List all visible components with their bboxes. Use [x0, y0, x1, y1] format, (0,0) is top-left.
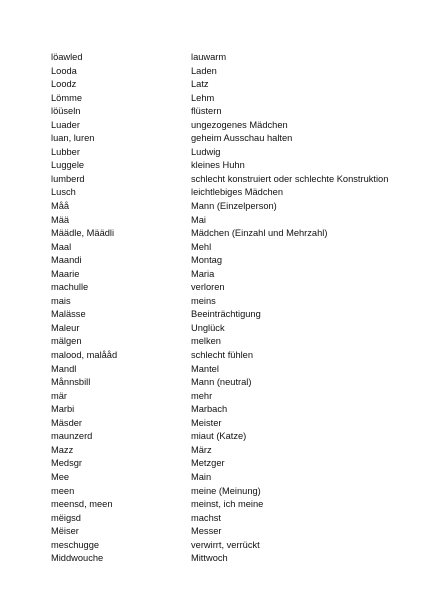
dialect-term: meensd, meen: [51, 499, 113, 510]
glossary-row: [51, 322, 401, 336]
dialect-term: Måå: [51, 201, 70, 212]
glossary-row: [51, 65, 401, 79]
glossary-row: [51, 417, 401, 431]
dialect-term: Looda: [51, 65, 77, 76]
dialect-term: Määdle, Määdli: [51, 228, 115, 239]
glossary-row: [51, 268, 401, 282]
glossary-table: [51, 51, 401, 566]
dialect-term: Lubber: [51, 146, 80, 157]
dialect-term: Mää: [51, 214, 70, 225]
standard-german-meaning: Messer: [191, 526, 222, 537]
standard-german-meaning: Mantel: [191, 363, 219, 374]
dialect-term: mais: [51, 295, 71, 306]
glossary-row: [51, 308, 401, 322]
dialect-term: Middwouche: [51, 553, 104, 564]
glossary-row: [51, 430, 401, 444]
standard-german-meaning: lauwarm: [191, 52, 227, 62]
dialect-term: Maal: [51, 241, 72, 252]
standard-german-meaning: Ludwig: [191, 146, 221, 157]
dialect-term: Mandl: [51, 363, 77, 374]
dialect-term: Mäsder: [51, 417, 83, 428]
dialect-term: mëigsd: [51, 512, 81, 523]
glossary-row: [51, 146, 401, 160]
dialect-term: meschugge: [51, 539, 100, 550]
glossary-row: [51, 376, 401, 390]
standard-german-meaning: Laden: [191, 65, 217, 76]
dialect-term: mälgen: [51, 336, 82, 347]
dialect-term: Mee: [51, 471, 70, 482]
glossary-row: [51, 227, 401, 241]
standard-german-meaning: flüstern: [191, 106, 222, 117]
standard-german-meaning: Mann (Einzelperson): [191, 201, 277, 212]
glossary-row: [51, 444, 401, 458]
glossary-row: [51, 349, 401, 363]
standard-german-meaning: verwirrt, verrückt: [191, 539, 260, 550]
standard-german-meaning: Metzger: [191, 458, 225, 469]
standard-german-meaning: Latz: [191, 79, 209, 90]
dialect-term: Medsgr: [51, 458, 83, 469]
glossary-row: [51, 119, 401, 133]
glossary-row: [51, 51, 401, 65]
standard-german-meaning: März: [191, 444, 212, 455]
dialect-term: Mëiser: [51, 526, 79, 537]
dialect-term: Maleur: [51, 322, 80, 333]
standard-german-meaning: Mai: [191, 214, 206, 225]
dialect-term: mär: [51, 390, 68, 401]
dialect-term: malood, malååd: [51, 350, 118, 361]
standard-german-meaning: Unglück: [191, 322, 225, 333]
standard-german-meaning: Marbach: [191, 404, 228, 415]
standard-german-meaning: leichtlebiges Mädchen: [191, 187, 283, 198]
standard-german-meaning: Main: [191, 471, 212, 482]
glossary-row: [51, 132, 401, 146]
dialect-term: Luader: [51, 119, 80, 130]
dialect-term: Loodz: [51, 79, 77, 90]
dialect-term: Mazz: [51, 444, 74, 455]
dialect-term: Malässe: [51, 309, 86, 320]
dialect-term: löawled: [51, 52, 83, 62]
glossary-row: [51, 186, 401, 200]
dialect-term: luan, luren: [51, 133, 95, 144]
standard-german-meaning: schlecht fühlen: [191, 350, 254, 361]
dialect-term: lumberd: [51, 173, 85, 184]
standard-german-meaning: melken: [191, 336, 221, 347]
standard-german-meaning: Beeinträchtigung: [191, 309, 261, 320]
standard-german-meaning: Mädchen (Einzahl und Mehrzahl): [191, 228, 328, 239]
dialect-term: löüseln: [51, 106, 81, 117]
standard-german-meaning: kleines Huhn: [191, 160, 245, 171]
glossary-row: [51, 525, 401, 539]
glossary-row: [51, 281, 401, 295]
dialect-term: Lömme: [51, 92, 83, 103]
dialect-term: Maandi: [51, 255, 82, 266]
standard-german-meaning: ungezogenes Mädchen: [191, 119, 288, 130]
standard-german-meaning: Lehm: [191, 92, 215, 103]
glossary-row: [51, 512, 401, 526]
glossary-row: [51, 200, 401, 214]
glossary-row: [51, 485, 401, 499]
standard-german-meaning: Mann (neutral): [191, 377, 252, 388]
dialect-term: Lusch: [51, 187, 76, 198]
glossary-row: [51, 552, 401, 566]
dialect-term: maunzerd: [51, 431, 93, 442]
glossary-row: [51, 92, 401, 106]
standard-german-meaning: machst: [191, 512, 221, 523]
standard-german-meaning: meinst, ich meine: [191, 499, 264, 510]
dialect-term: Marbi: [51, 404, 75, 415]
glossary-row: [51, 471, 401, 485]
dialect-term: machulle: [51, 282, 89, 293]
glossary-row: [51, 78, 401, 92]
standard-german-meaning: mehr: [191, 390, 213, 401]
standard-german-meaning: schlecht konstruiert oder schlechte Konstruktion: [191, 173, 389, 184]
standard-german-meaning: Mittwoch: [191, 553, 228, 564]
standard-german-meaning: Meister: [191, 417, 222, 428]
glossary-row: [51, 241, 401, 255]
glossary-row: [51, 214, 401, 228]
glossary-row: [51, 390, 401, 404]
standard-german-meaning: Mehl: [191, 241, 212, 252]
glossary-row: [51, 173, 401, 187]
glossary-row: [51, 457, 401, 471]
standard-german-meaning: geheim Ausschau halten: [191, 133, 293, 144]
glossary-row: [51, 363, 401, 377]
glossary-row: [51, 254, 401, 268]
standard-german-meaning: meine (Meinung): [191, 485, 261, 496]
glossary-row: [51, 539, 401, 553]
glossary-row: [51, 403, 401, 417]
standard-german-meaning: meins: [191, 295, 216, 306]
standard-german-meaning: Montag: [191, 255, 223, 266]
dialect-term: Maarie: [51, 268, 80, 279]
glossary-row: [51, 498, 401, 512]
standard-german-meaning: verloren: [191, 282, 225, 293]
dialect-term: meen: [51, 485, 75, 496]
glossary-row: [51, 159, 401, 173]
standard-german-meaning: miaut (Katze): [191, 431, 247, 442]
dialect-term: Månnsbill: [51, 377, 91, 388]
glossary-row: [51, 335, 401, 349]
glossary-row: [51, 105, 401, 119]
glossary-row: [51, 295, 401, 309]
dialect-term: Luggele: [51, 160, 85, 171]
standard-german-meaning: Maria: [191, 268, 215, 279]
